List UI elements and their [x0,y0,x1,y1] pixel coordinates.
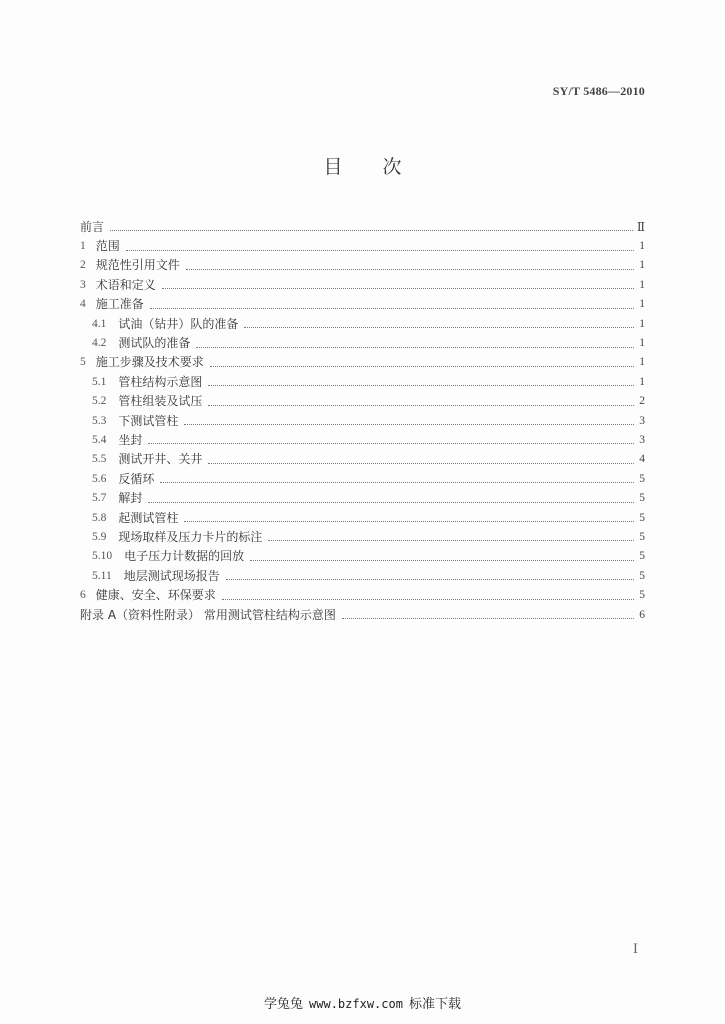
toc-entry-label: 试油（钻井）队的准备 [118,316,239,331]
toc-entry[interactable] [80,392,645,411]
toc-dot-leader [210,366,634,367]
toc-entry-number: 5.7 [92,492,107,505]
toc-entry-page: 1 [639,298,645,311]
toc-entry-label: 前言 [80,219,105,234]
toc-entry-number: 5.1 [92,375,107,388]
toc-entry-label: 施工准备 [95,297,144,312]
toc-dot-leader [184,521,634,522]
toc-title [0,152,725,179]
toc-entry[interactable] [80,585,645,604]
toc-entry-label: 测试开井、关井 [118,452,203,467]
footer-url[interactable]: www.bzfxw.com [309,997,403,1011]
toc-dot-leader [226,579,634,580]
toc-entry-page: 5 [639,472,645,485]
toc-entry-page: 1 [639,278,645,291]
toc-entry[interactable] [80,372,645,391]
footer [0,993,725,1012]
toc-entry-number: 5.3 [92,414,107,427]
toc-entry-number: 5.6 [92,472,107,485]
toc-entry-page: 1 [639,240,645,253]
toc-entry-number: 5.4 [92,433,107,446]
toc-entry-label: 电子压力计数据的回放 [124,549,245,564]
toc-entry[interactable] [80,236,645,255]
toc-entry-number: 6 [80,589,86,602]
toc-entry[interactable] [80,256,645,275]
toc-entry-number: 1 [80,240,86,253]
toc-entry-label: 坐封 [118,432,143,447]
toc-entry[interactable] [80,333,645,352]
toc-entry[interactable] [80,527,645,546]
toc-entry-number: 5.2 [92,395,107,408]
toc-entry[interactable] [80,469,645,488]
toc-dot-leader [208,463,634,464]
toc-entry-page: 6 [639,608,645,621]
toc-entry[interactable] [80,508,645,527]
toc-entry[interactable] [80,566,645,585]
toc-entry[interactable] [80,488,645,507]
toc-title-char-2: 次 [382,156,402,178]
toc-entry-page: 5 [639,589,645,602]
toc-dot-leader [250,560,634,561]
toc-entry-label: 下测试管柱 [118,413,179,428]
toc-entry-number: 5 [80,356,86,369]
toc-entry-page: 1 [639,317,645,330]
toc-entry-number: 5.11 [92,569,112,582]
footer-suffix: 标准下载 [408,997,461,1012]
toc-entry-page: 1 [639,356,645,369]
toc-dot-leader [184,424,634,425]
toc-entry-page: 1 [639,337,645,350]
toc-entry-number: 2 [80,259,86,272]
toc-entry[interactable] [80,411,645,430]
toc-entry-label: 解封 [118,491,143,506]
toc-dot-leader [208,405,634,406]
toc-entry-page: 5 [639,511,645,524]
toc-entry[interactable] [80,295,645,314]
toc-dot-leader [162,288,634,289]
toc-dot-leader [160,482,634,483]
toc-entry-number: 3 [80,278,86,291]
toc-entry-number: 5.9 [92,530,107,543]
toc-entry-label: 范围 [95,239,120,254]
toc-dot-leader [342,618,634,619]
toc-dot-leader [148,502,634,503]
toc-entry-label: 管柱结构示意图 [118,374,203,389]
toc-entry-label: 术语和定义 [95,277,156,292]
toc-entry-page: 5 [639,492,645,505]
toc-entry[interactable] [80,547,645,566]
toc-entry-page: 1 [639,259,645,272]
toc-entry-page: 5 [639,569,645,582]
table-of-contents [80,217,645,624]
toc-entry[interactable] [80,353,645,372]
toc-entry-page: 5 [639,550,645,563]
toc-entry-page: 3 [639,414,645,427]
toc-entry-number: 4.1 [92,317,107,330]
toc-entry-number: 5.8 [92,511,107,524]
toc-entry-page: Ⅱ [636,219,645,234]
standard-code: SY/T 5486—2010 [552,84,645,98]
toc-entry-label: 规范性引用文件 [95,258,180,273]
toc-entry[interactable] [80,430,645,449]
toc-entry-number: 4 [80,298,86,311]
toc-dot-leader [150,308,634,309]
toc-entry-label: 反循环 [118,471,155,486]
toc-dot-leader [268,540,634,541]
toc-entry-label: 健康、安全、环保要求 [95,588,216,603]
toc-dot-leader [222,599,634,600]
toc-dot-leader [186,269,634,270]
toc-dot-leader [148,443,634,444]
toc-entry[interactable] [80,314,645,333]
toc-entry-page: 1 [639,375,645,388]
toc-entry-label: 现场取样及压力卡片的标注 [118,529,263,544]
toc-entry[interactable] [80,275,645,294]
toc-entry-page: 2 [639,395,645,408]
footer-prefix: 学兔兔 [264,997,304,1012]
toc-entry[interactable] [80,217,645,236]
toc-dot-leader [196,347,634,348]
toc-entry-number: 5.5 [92,453,107,466]
toc-entry-label: 起测试管柱 [118,510,179,525]
toc-entry[interactable] [80,450,645,469]
toc-entry-label: 附录 A（资料性附录） 常用测试管柱结构示意图 [80,607,336,622]
toc-dot-leader [208,385,634,386]
toc-entry-label: 施工步骤及技术要求 [95,355,204,370]
toc-dot-leader [244,327,634,328]
toc-entry-label: 地层测试现场报告 [123,568,220,583]
toc-entry-page: 3 [639,433,645,446]
toc-dot-leader [110,230,633,231]
toc-title-char-1: 目 [323,156,343,178]
toc-dot-leader [126,250,634,251]
toc-entry-number: 4.2 [92,337,107,350]
toc-entry-label: 管柱组装及试压 [118,394,203,409]
toc-entry-label: 测试队的准备 [118,336,191,351]
toc-entry[interactable] [80,605,645,624]
toc-entry-number: 5.10 [92,550,113,563]
toc-entry-page: 5 [639,530,645,543]
toc-entry-page: 4 [639,453,645,466]
page-number: Ⅰ [632,941,638,956]
